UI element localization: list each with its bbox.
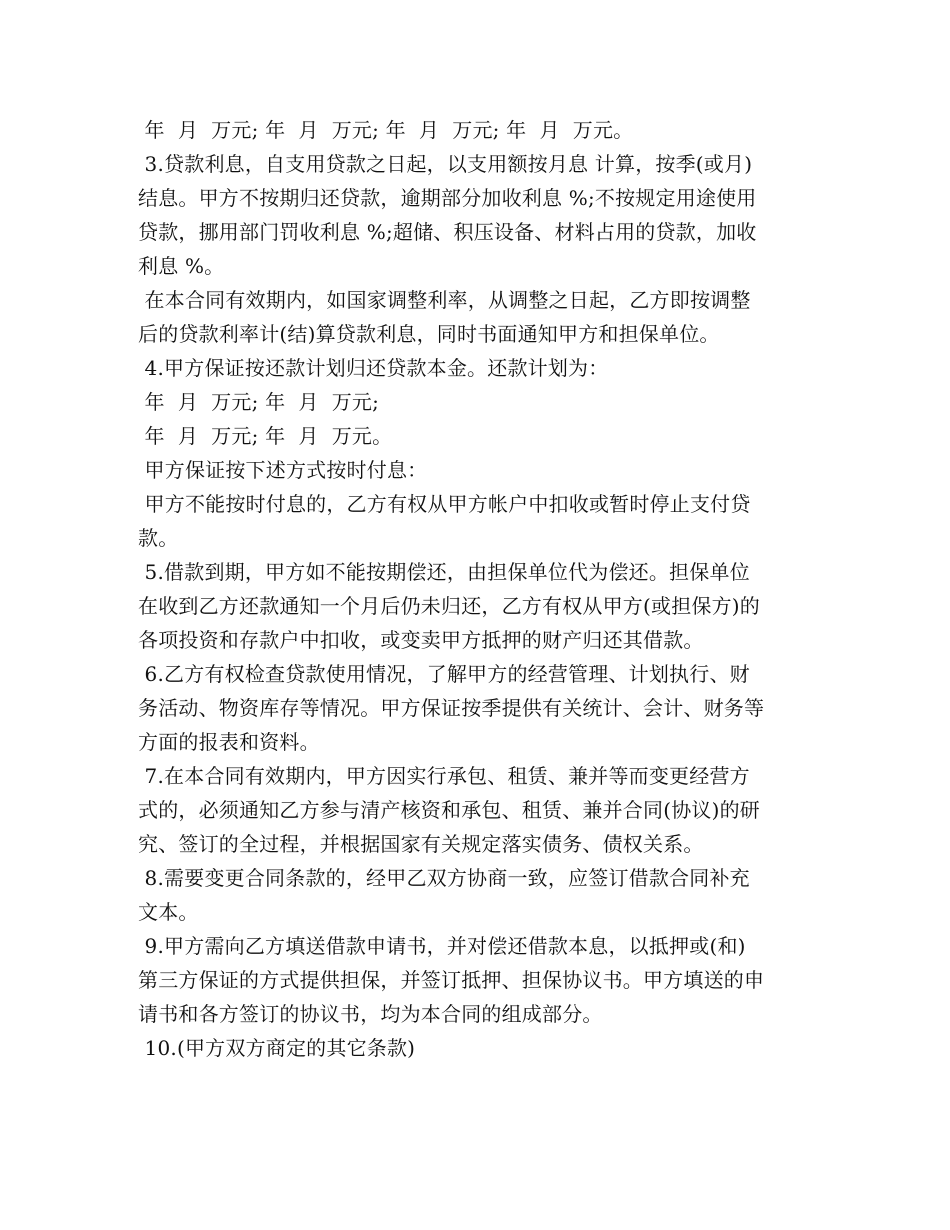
text-line: 6.乙方有权检查贷款使用情况，了解甲方的经营管理、计划执行、财 <box>138 662 750 686</box>
text-line: 9.甲方需向乙方填送借款申请书，并对偿还借款本息，以抵押或(和) <box>138 934 746 958</box>
text-line: 在收到乙方还款通知一个月后仍未归还，乙方有权从甲方(或担保方)的 <box>138 594 761 618</box>
text-line: 贷款，挪用部门罚收利息 %;超储、积压设备、材料占用的贷款，加收 <box>138 220 757 244</box>
text-line: 甲方保证按下述方式按时付息： <box>138 458 428 482</box>
text-line: 款。 <box>138 526 179 550</box>
text-line: 各项投资和存款户中扣收，或变卖甲方抵押的财产归还其借款。 <box>138 628 704 652</box>
text-line: 第三方保证的方式提供担保，并签订抵押、担保协议书。甲方填送的申 <box>138 968 765 992</box>
text-line: 年 月 万元; 年 月 万元。 <box>138 424 393 448</box>
text-line: 3.贷款利息，自支用贷款之日起，以支用额按月息 计算，按季(或月) <box>138 152 753 176</box>
text-line: 结息。甲方不按期归还贷款，逾期部分加收利息 %;不按规定用途使用 <box>138 186 757 210</box>
text-line: 方面的报表和资料。 <box>138 730 320 754</box>
text-line: 在本合同有效期内，如国家调整利率，从调整之日起，乙方即按调整 <box>138 288 751 312</box>
text-line: 年 月 万元; 年 月 万元; 年 月 万元; 年 月 万元。 <box>138 118 634 142</box>
text-line: 年 月 万元; 年 月 万元; <box>138 390 380 414</box>
document-body <box>138 113 818 1065</box>
text-line: 8.需要变更合同条款的，经甲乙双方协商一致，应签订借款合同补充 <box>138 866 750 890</box>
text-line: 4.甲方保证按还款计划归还贷款本金。还款计划为： <box>138 356 609 380</box>
text-line: 10.(甲方双方商定的其它条款) <box>138 1036 416 1060</box>
text-line: 5.借款到期，甲方如不能按期偿还，由担保单位代为偿还。担保单位 <box>138 560 750 584</box>
text-line: 究、签订的全过程，并根据国家有关规定落实债务、债权关系。 <box>138 832 704 856</box>
text-line: 甲方不能按时付息的，乙方有权从甲方帐户中扣收或暂时停止支付贷 <box>138 492 751 516</box>
text-line: 7.在本合同有效期内，甲方因实行承包、租赁、兼并等而变更经营方 <box>138 764 750 788</box>
text-line: 务活动、物资库存等情况。甲方保证按季提供有关统计、会计、财务等 <box>138 696 765 720</box>
text-line: 请书和各方签订的协议书，均为本合同的组成部分。 <box>138 1002 603 1026</box>
text-line: 利息 %。 <box>138 254 225 278</box>
text-line: 后的贷款利率计(结)算贷款利息，同时书面通知甲方和担保单位。 <box>138 322 720 346</box>
text-line: 文本。 <box>138 900 199 924</box>
text-line: 式的，必须通知乙方参与清产核资和承包、租赁、兼并合同(协议)的研 <box>138 798 761 822</box>
